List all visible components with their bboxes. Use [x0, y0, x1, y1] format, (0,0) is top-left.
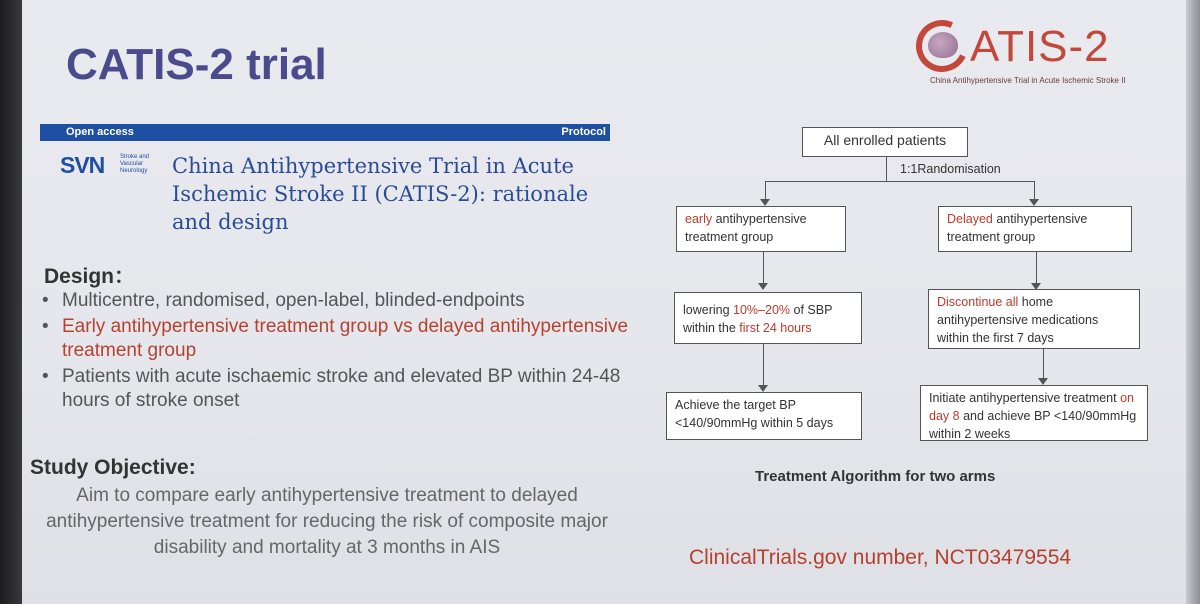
flow-connector [763, 344, 764, 386]
flow-delayed-group: Delayed antihypertensive treatment group [938, 206, 1132, 252]
design-bullet: • Multicentre, randomised, open-label, blinded-endpoints [42, 290, 525, 311]
flow-connector [763, 252, 764, 284]
objective-heading: Study Objective: [30, 456, 196, 479]
screen-bezel-left [0, 0, 22, 604]
flow-caption: Treatment Algorithm for two arms [755, 468, 996, 485]
screen-bezel-right [1186, 0, 1200, 604]
design-bullet: • Patients with acute ischaemic stroke and elevated BP within 24-48 hours of stroke onset [42, 366, 621, 411]
flow-arrow [758, 385, 768, 392]
design-bullet: • Early antihypertensive treatment group vs delayed antihypertensive treatment group [42, 316, 629, 361]
flow-arrow [1038, 378, 1048, 385]
svn-brand-small: Stroke and Vascular Neurology [120, 154, 150, 174]
flow-arrow [760, 199, 770, 206]
slide-title: CATIS-2 trial [66, 40, 327, 89]
brain-icon [928, 32, 958, 58]
flow-connector [765, 181, 766, 200]
catis-2-logo [912, 14, 1144, 94]
logo-subtitle: China Antihypertensive Trial in Acute Ischemic Stroke II [930, 76, 1126, 85]
logo-text: ATIS-2 [970, 22, 1110, 71]
flow-early-step-1: lowering 10%–20% of SBP within the first 24 hours [674, 292, 862, 344]
flow-arrow [1029, 199, 1039, 206]
objective-text: Aim to compare early antihypertensive treatment to delayed antihypertensive treatment for reducing the risk of composite major disability and mortality at 3 months in AIS [46, 485, 608, 558]
trial-registration: ClinicalTrials.gov number, NCT03479554 [689, 546, 1072, 569]
flow-connector [1043, 349, 1044, 379]
svn-journal-logo [60, 152, 170, 192]
randomisation-label: 1:1Randomisation [900, 162, 1001, 176]
flow-connector [1034, 181, 1035, 200]
flow-all-enrolled: All enrolled patients [802, 127, 968, 157]
design-bullet-list [38, 289, 638, 415]
flow-connector [765, 181, 1035, 182]
paper-title: China Antihypertensive Trial in Acute Ischemic Stroke II (CATIS-2): rationale and design [172, 154, 589, 234]
flow-delayed-step-1: Discontinue all home antihypertensive medications within the first 7 days [928, 289, 1140, 349]
flow-early-step-2: Achieve the target BP <140/90mmHg within 5 days [666, 392, 862, 440]
svn-brand: SVN [60, 152, 105, 178]
journal-banner [40, 124, 610, 141]
flow-delayed-step-2: Initiate antihypertensive treatment on day 8 and achieve BP <140/90mmHg within 2 weeks [920, 385, 1148, 441]
flow-early-group: early antihypertensive treatment group [676, 206, 846, 252]
protocol-label: Protocol [561, 126, 606, 138]
flow-arrow [758, 283, 768, 290]
flow-connector [886, 157, 887, 181]
open-access-label: Open access [66, 126, 134, 138]
design-heading: Design： [44, 265, 136, 288]
flow-connector [1036, 252, 1037, 284]
